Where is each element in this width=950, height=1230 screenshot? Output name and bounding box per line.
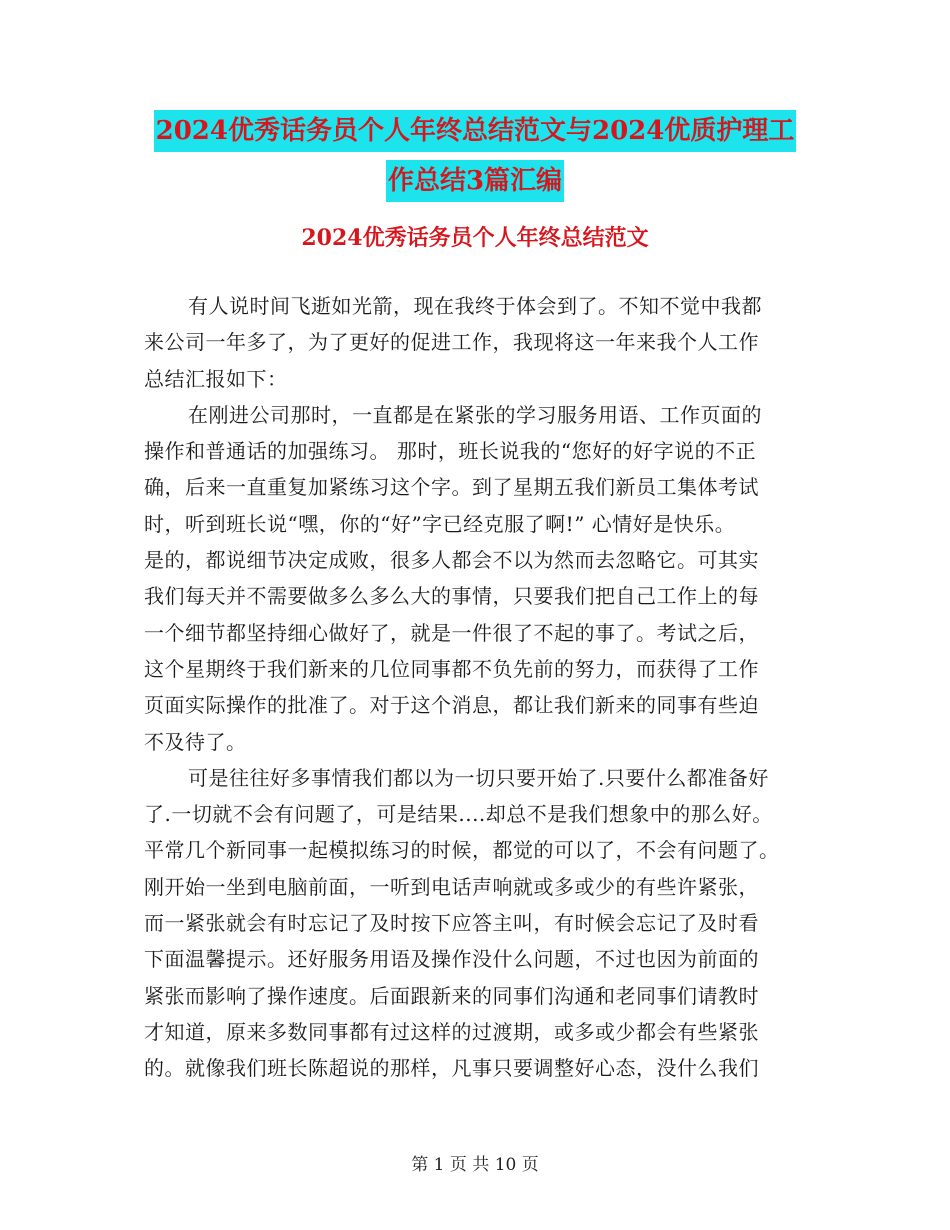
paragraph-line: 来公司一年多了，为了更好的促进工作，我现将这一年来我个人工作 <box>144 330 759 355</box>
paragraph-line: 而一紧张就会有时忘记了及时按下应答主叫，有时候会忘记了及时看 <box>144 911 759 936</box>
paragraph-line: 可是往往好多事情我们都以为一切只要开始了.只要什么都准备好 <box>188 765 769 790</box>
paragraph-line: 在刚进公司那时，一直都是在紧张的学习服务用语、工作页面的 <box>188 402 762 427</box>
paragraph-line: 平常几个新同事一起模拟练习的时候，都觉的可以了，不会有问题了。 <box>144 838 780 863</box>
paragraph-line: 紧张而影响了操作速度。后面跟新来的同事们沟通和老同事们请教时 <box>144 983 759 1008</box>
paragraph-line: 下面温馨提示。还好服务用语及操作没什么问题，不过也因为前面的 <box>144 947 759 972</box>
paragraph-line: 是的，都说细节决定成败，很多人都会不以为然而去忽略它。可其实 <box>144 548 759 573</box>
document-title <box>0 110 950 202</box>
paragraph-line: 不及待了。 <box>144 729 247 754</box>
paragraph-line: 页面实际操作的批准了。对于这个消息，都让我们新来的同事有些迫 <box>144 693 759 718</box>
paragraph-line: 刚开始一坐到电脑前面，一听到电话声响就或多或少的有些许紧张， <box>144 874 759 899</box>
paragraph-line: 确，后来一直重复加紧练习这个字。到了星期五我们新员工集体考试 <box>144 475 759 500</box>
paragraph-line: 这个星期终于我们新来的几位同事都不负先前的努力，而获得了工作 <box>144 656 759 681</box>
page-footer: 第 1 页 共 10 页 <box>411 1155 539 1175</box>
paragraph-line: 时，听到班长说“嘿，你的“好”字已经克服了啊!” 心情好是快乐。 <box>144 511 736 536</box>
paragraph-line: 一个细节都坚持细心做好了，就是一件很了不起的事了。考试之后， <box>144 620 759 645</box>
paragraph-line: 才知道，原来多数同事都有过这样的过渡期，或多或少都会有些紧张 <box>144 1019 759 1044</box>
paragraph-line: 有人说时间飞逝如光箭，现在我终于体会到了。不知不觉中我都 <box>188 294 762 318</box>
paragraph-line: 操作和普通话的加强练习。 那时，班长说我的“您好的好字说的不正 <box>144 439 757 464</box>
title-line-2: 作总结3篇汇编 <box>386 160 564 202</box>
section-title: 2024优秀话务员个人年终总结范文 <box>301 225 649 251</box>
paragraph-line: 的。就像我们班长陈超说的那样，凡事只要调整好心态，没什么我们 <box>144 1056 759 1081</box>
paragraph-line: 了.一切就不会有问题了，可是结果....却总不是我们想象中的那么好。 <box>144 802 773 827</box>
paragraph-line: 我们每天并不需要做多么多么大的事情，只要我们把自己工作上的每 <box>144 584 759 609</box>
paragraph-line: 总结汇报如下： <box>144 366 288 391</box>
title-line-1: 2024优秀话务员个人年终总结范文与2024优质护理工 <box>154 110 797 152</box>
body-text <box>144 288 824 1087</box>
